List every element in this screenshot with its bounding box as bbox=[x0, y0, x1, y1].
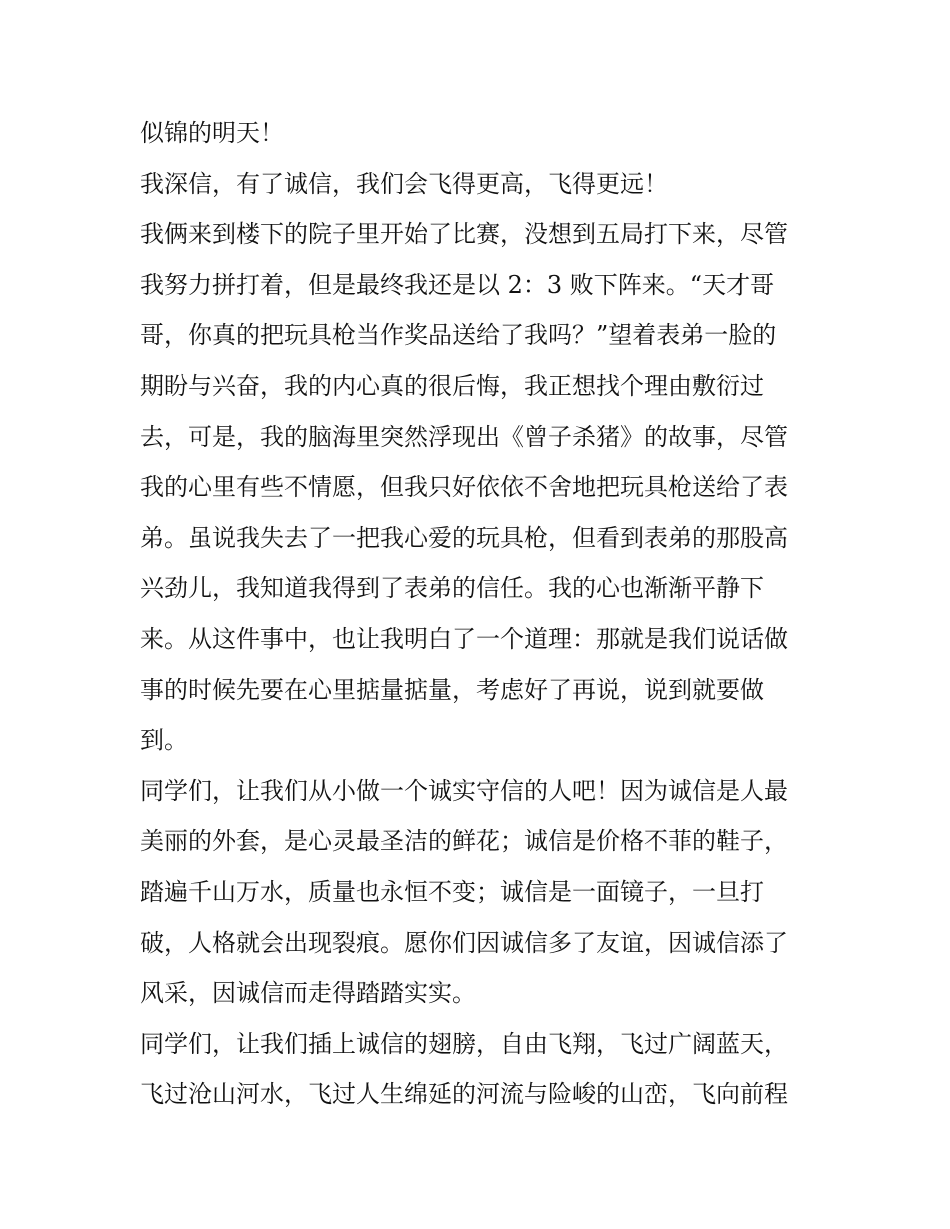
text-line: 踏遍千山万水，质量也永恒不变；诚信是一面镜子，一旦打 bbox=[140, 877, 764, 906]
text-line: 破，人格就会出现裂痕。愿你们因诚信多了友谊，因诚信添了 bbox=[140, 928, 788, 957]
text-line: 同学们，让我们从小做一个诚实守信的人吧！因为诚信是人最 bbox=[140, 776, 788, 805]
text-line: 我俩来到楼下的院子里开始了比赛，没想到五局打下来，尽管 bbox=[140, 220, 788, 249]
text-line: 似锦的明天！ bbox=[140, 119, 284, 147]
text-line: 到。 bbox=[140, 726, 188, 755]
text-line: 美丽的外套，是心灵最圣洁的鲜花；诚信是价格不菲的鞋子， bbox=[140, 827, 788, 856]
paragraph-3 bbox=[140, 209, 820, 766]
paragraph-4 bbox=[140, 766, 820, 1019]
text-line: 飞过沧山河水，飞过人生绵延的河流与险峻的山峦，飞向前程 bbox=[140, 1080, 788, 1109]
text-line: 哥，你真的把玩具枪当作奖品送给了我吗？”望着表弟一脸的 bbox=[140, 321, 777, 350]
paragraph-5 bbox=[140, 1019, 820, 1120]
text-line: 同学们，让我们插上诚信的翅膀，自由飞翔，飞过广阔蓝天， bbox=[140, 1029, 788, 1058]
text-line: 去，可是，我的脑海里突然浮现出《曾子杀猪》的故事，尽管 bbox=[140, 422, 788, 451]
text-line: 风采，因诚信而走得踏踏实实。 bbox=[140, 979, 476, 1008]
paragraph-1 bbox=[140, 108, 820, 159]
text-line: 我努力拼打着，但是最终我还是以 2：3 败下阵来。“天才哥 bbox=[140, 270, 775, 299]
text-line: 弟。虽说我失去了一把我心爱的玩具枪，但看到表弟的那股高 bbox=[140, 523, 788, 552]
text-line: 来。从这件事中，也让我明白了一个道理：那就是我们说话做 bbox=[140, 624, 788, 653]
text-line: 事的时候先要在心里掂量掂量，考虑好了再说，说到就要做 bbox=[140, 675, 764, 704]
text-line: 我深信，有了诚信，我们会飞得更高，飞得更远！ bbox=[140, 169, 668, 198]
paragraph-2 bbox=[140, 159, 820, 210]
document-body bbox=[140, 108, 820, 1120]
text-line: 我的心里有些不情愿，但我只好依依不舍地把玩具枪送给了表 bbox=[140, 473, 788, 502]
text-line: 兴劲儿，我知道我得到了表弟的信任。我的心也渐渐平静下 bbox=[140, 574, 764, 603]
text-line: 期盼与兴奋，我的内心真的很后悔，我正想找个理由敷衍过 bbox=[140, 371, 764, 400]
